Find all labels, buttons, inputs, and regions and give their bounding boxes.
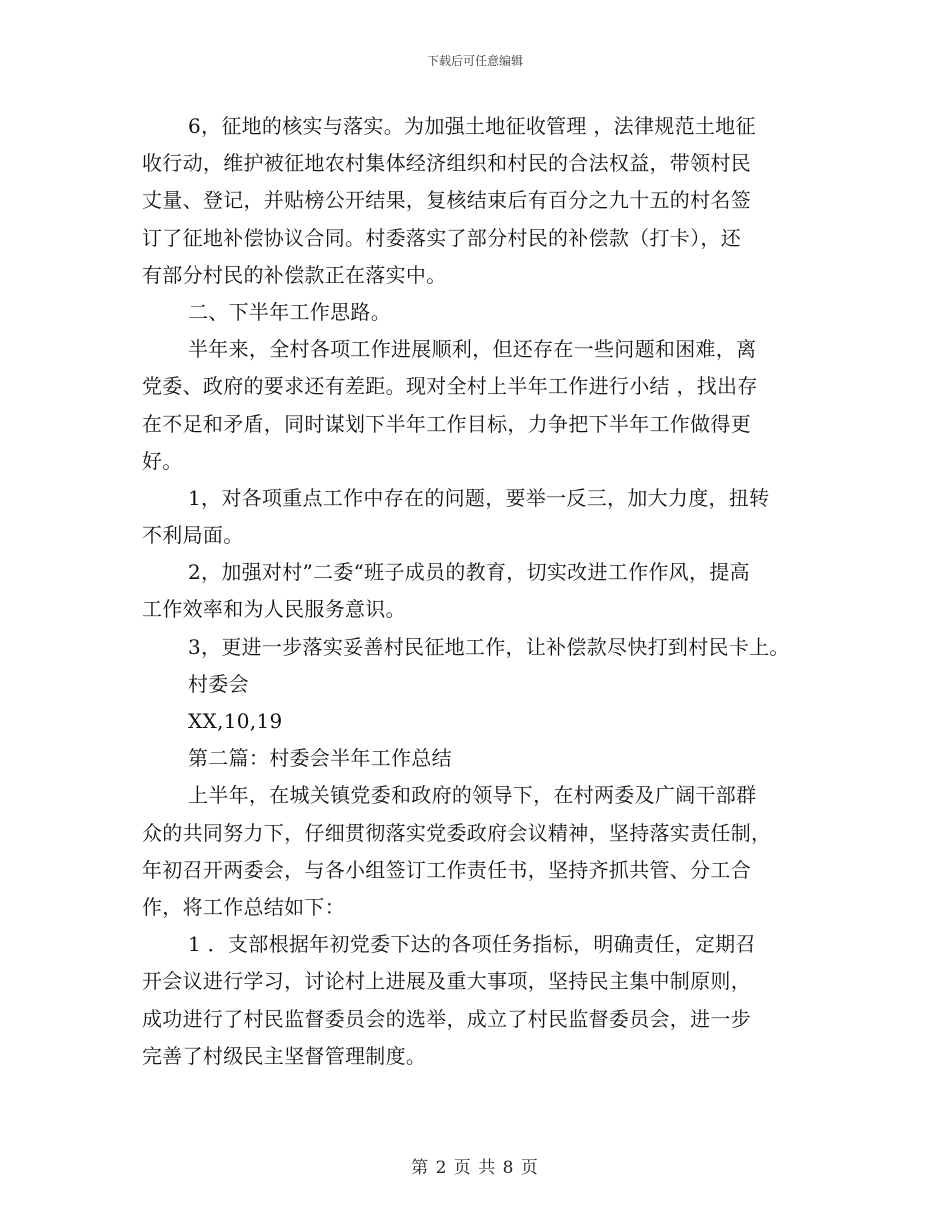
text-line: 第二篇：村委会半年工作总结 (188, 746, 452, 771)
text-line: 作，将工作总结如下： (142, 894, 345, 919)
text-line: 订了征地补偿协议合同。村委落实了部分村民的补偿款（打卡），还 (142, 225, 741, 250)
text-line: 村委会 (188, 671, 249, 696)
text-line: 年初召开两委会，与各小组签订工作责任书，坚持齐抓共管、分工合 (142, 857, 751, 882)
text-line: 3，更进一步落实妥善村民征地工作，让补偿款尽快打到村民卡上。 (188, 634, 790, 659)
text-line: 1，对各项重点工作中存在的问题，要举一反三，加大力度，扭转 (188, 485, 770, 510)
text-line: 工作效率和为人民服务意识。 (142, 597, 406, 622)
page-number-footer: 第 2 页 共 8 页 (411, 1158, 539, 1178)
text-line: 丈量、登记，并贴榜公开结果，复核结束后有百分之九十五的村名签 (142, 188, 751, 213)
text-line: 开会议进行学习，讨论村上进展及重大事项，坚持民主集中制原则， (142, 969, 751, 994)
text-line: 收行动，维护被征地农村集体经济组织和村民的合法权益，带领村民 (142, 151, 751, 176)
text-line: 不利局面。 (142, 523, 244, 548)
text-line: 成功进行了村民监督委员会的选举，成立了村民监督委员会，进一步 (142, 1006, 751, 1031)
text-line: 好。 (142, 448, 183, 473)
text-line: 有部分村民的补偿款正在落实中。 (142, 262, 447, 287)
text-line: 众的共同努力下，仔细贯彻落实党委政府会议精神，坚持落实责任制， (142, 820, 772, 845)
text-line: 上半年，在城关镇党委和政府的领导下，在村两委及广阔干部群 (188, 783, 757, 808)
text-line: 完善了村级民主坚督管理制度。 (142, 1043, 427, 1068)
document-body (142, 108, 832, 1075)
text-line: 在不足和矛盾，同时谋划下半年工作目标，力争把下半年工作做得更 (142, 411, 751, 436)
text-line: 6，征地的核实与落实。为加强土地征收管理 ，法律规范土地征 (188, 114, 756, 138)
text-line: 1 ．支部根据年初党委下达的各项任务指标，明确责任，定期召 (188, 932, 756, 957)
text-line: 二、下半年工作思路。 (188, 299, 391, 324)
text-line: 半年来，全村各项工作进展顺利，但还存在一些问题和困难，离 (188, 337, 757, 362)
text-line: 2，加强对村”二委“班子成员的教育，切实改进工作作风，提高 (188, 560, 750, 585)
text-line: 党委、政府的要求还有差距。现对全村上半年工作进行小结 ，找出存 (142, 374, 758, 399)
text-line: XX,10,19 (188, 709, 283, 733)
header-note: 下载后可任意编辑 (426, 54, 523, 68)
